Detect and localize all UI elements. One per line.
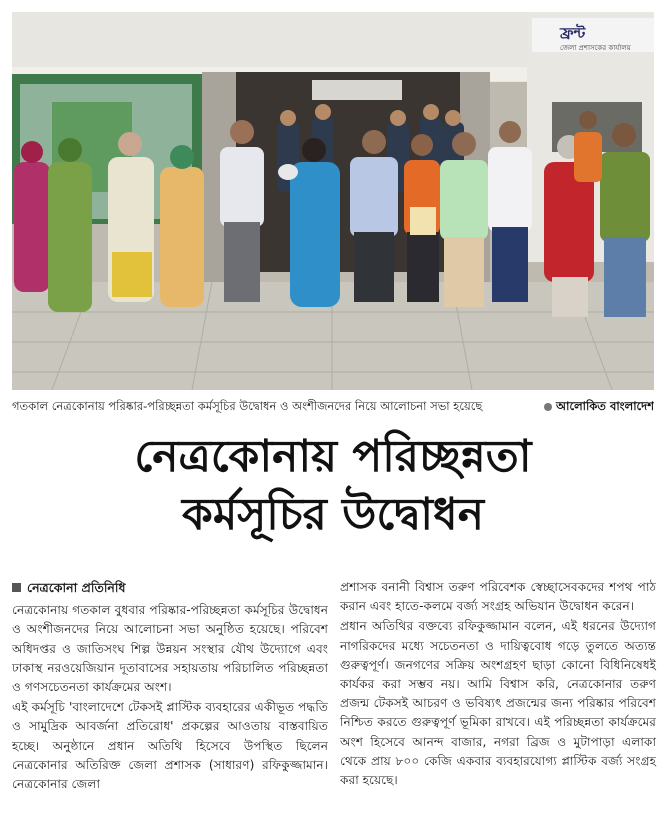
- paragraph: এই কর্মসূচি 'বাংলাদেশে টেকসই প্লাস্টিক ব্যবহারের একীভূত পদ্ধতি ও সামুদ্রিক আবর্জনা প্রতিরোধ' প্রকল্পের আওতায় বাস্তবায়িত হচ্ছে। অনুষ্ঠানে প্রধান অতিথি হিসেবে উপস্থিত ছিলেন নেত্রকোনার অতিরিক্ত জেলা প্রশাসক (সাধারণ) রফিকুজ্জামান। নেত্রকোনার জেলা: [12, 700, 328, 792]
- caption-text: গতকাল নেত্রকোনায় পরিষ্কার-পরিচ্ছন্নতা কর্মসূচির উদ্বোধন ও অংশীজনদের নিয়ে আলোচনা সভা হয়েছে: [12, 399, 483, 413]
- article-column-left: [12, 578, 328, 795]
- paragraph: প্রধান অতিথির বক্তব্যে রফিকুজ্জামান বলেন, এই ধরনের উদ্যোগ নাগরিকদের মধ্যে সচেতনতা ও দায়িত্ববোধ গড়ে তুলতে অত্যন্ত গুরুত্বপূর্ণ। জনগণের সক্রিয় অংশগ্রহণ ছাড়া কোনো বিধিনিষেধই কার্যকর করা সম্ভব নয়। আমি বিশ্বাস করি, নেত্রকোনার তরুণ প্রজন্ম টেকসই আচরণ ও ভবিষ্যৎ প্রজন্মের জন্য পরিষ্কার পরিবেশ নিশ্চিত করতে গুরুত্বপূর্ণ ভূমিকা রাখবে। এই পরিচ্ছন্নতা কার্যক্রমের অংশ হিসেবে আনন্দ বাজার, নগরা ব্রিজ ও মুটাপাড়া এলাকা থেকে প্রায় ৮০০ কেজি একবার ব্যবহারযোগ্য প্লাস্টিক বর্জ্য সংগ্রহ করা হয়েছে।: [340, 619, 656, 788]
- byline-text: নেত্রকোনা প্রতিনিধি: [27, 580, 126, 595]
- headline-line-1: নেত্রকোনায় পরিচ্ছন্নতা: [134, 431, 532, 482]
- sign-text: ফ্রন্ট: [560, 24, 586, 42]
- headline: [0, 428, 666, 544]
- paragraph: নেত্রকোনায় গতকাল বুধবার পরিষ্কার-পরিচ্ছন্নতা কর্মসূচির উদ্বোধন ও অংশীজনদের নিয়ে আলোচনা সভা অনুষ্ঠিত হয়েছে। পরিবেশ অধিদপ্তর ও জাতিসংঘ শিল্প উন্নয়ন সংস্থার যৌথ উদ্যোগে এবং ঢাকাস্থ নরওয়েজিয়ান দূতাবাসের সহায়তায় পরিচালিত পরিচ্ছন্নতা ও গণসচেতনতা কার্যক্রমের অংশ।: [12, 603, 328, 695]
- paragraph: প্রশাসক বনানী বিশ্বাস তরুণ পরিবেশক স্বেচ্ছাসেবকদের শপথ পাঠ করান এবং হাতে-কলমে বর্জ্য সংগ্রহ অভিযান উদ্বোধন করেন।: [340, 580, 656, 614]
- byline: [12, 578, 328, 597]
- bullet-icon: [544, 403, 552, 411]
- photo-caption: [12, 393, 654, 419]
- credit-text: আলোকিত বাংলাদেশ: [556, 399, 654, 413]
- news-photo: [12, 12, 654, 390]
- headline-line-2: কর্মসূচির উদ্বোধন: [182, 489, 484, 540]
- article-column-right: [340, 578, 656, 791]
- group-photo-icon: [12, 12, 654, 390]
- photo-credit: [544, 393, 654, 419]
- square-bullet-icon: [12, 583, 21, 592]
- sign-subtext: জেলা প্রশাসকের কার্যালয়: [560, 44, 631, 52]
